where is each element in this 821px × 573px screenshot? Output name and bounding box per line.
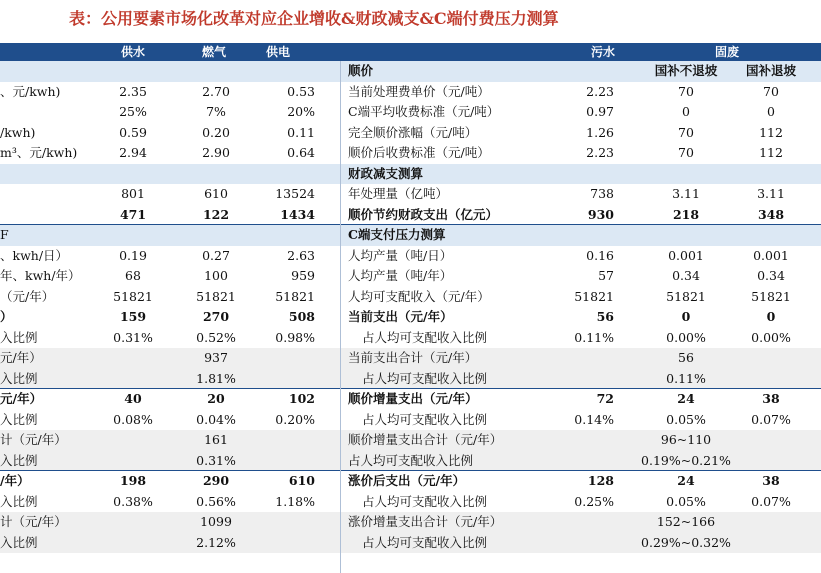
right-value-cell: 348 (757, 206, 785, 222)
right-value-cell: 0.34 (757, 268, 785, 283)
right-value-cell: 0.19%~0.21% (641, 452, 731, 468)
left-value-cell: 51821 (113, 288, 153, 304)
row-right-label: 占人均可支配收入比例 (362, 329, 488, 345)
row-right-label: 年处理量（亿吨） (348, 186, 449, 201)
right-value-cell: 72 (596, 391, 614, 406)
right-value-cell: 0.05% (666, 411, 706, 427)
row-left-label: 入比例 (0, 370, 38, 386)
left-value-cell: 0.56% (196, 493, 236, 509)
left-value-cell: 0.08% (113, 411, 153, 427)
right-value-cell: 56 (596, 309, 614, 324)
row-right-label: 顺价 (348, 63, 374, 78)
right-value-cell: 0.05% (666, 493, 706, 509)
left-value-cell: 610 (204, 186, 228, 201)
right-value-cell: 930 (587, 206, 614, 222)
page-title: 表：公用要素市场化改革对应企业增收&财政减支&C端付费压力测算 (69, 9, 559, 28)
row-right-label: 占人均可支配收入比例 (362, 411, 488, 427)
table-row (0, 410, 821, 431)
right-value-cell: 112 (759, 145, 783, 160)
left-value-cell: 0.20 (202, 124, 230, 140)
left-value-cell: 51821 (275, 288, 315, 304)
row-left-label: （元/年） (0, 288, 55, 304)
right-value-cell: 24 (677, 473, 695, 488)
row-right-label: C端平均收费标准（元/吨） (348, 104, 500, 119)
row-left-label: 、元/kwh) (0, 83, 61, 99)
row-left-label: 、kwh/日） (0, 247, 69, 263)
left-value-cell: 7% (206, 104, 226, 119)
left-value-cell: 0.53 (287, 83, 315, 99)
left-value-cell: 0.31% (196, 452, 236, 468)
right-value-cell: 70 (678, 83, 694, 99)
right-value-cell: 738 (590, 186, 614, 201)
row-left-label: 年、kwh/年） (0, 268, 81, 283)
table-row (0, 492, 821, 513)
left-value-cell: 161 (204, 432, 228, 447)
data-table (0, 61, 821, 573)
left-value-cell: 20 (207, 391, 225, 406)
row-left-label: 元/年） (0, 391, 43, 406)
left-value-cell: 0.52% (196, 329, 236, 345)
table-row (0, 123, 821, 144)
left-value-cell: 122 (202, 206, 230, 222)
left-value-cell: 40 (124, 391, 142, 406)
row-left-label: 元/年） (0, 350, 42, 365)
left-value-cell: 1.81% (196, 370, 236, 386)
header-sewage: 污水 (590, 45, 616, 59)
right-value-cell: 0.25% (574, 493, 614, 509)
row-right-label: 占人均可支配收入比例 (362, 493, 488, 509)
row-right-label: 当前处理费单价（元/吨） (348, 83, 490, 99)
row-left-label: 计（元/年） (0, 514, 67, 529)
column-divider (340, 61, 341, 573)
table-row (0, 205, 821, 226)
table-row (0, 533, 821, 554)
table-row (0, 143, 821, 164)
left-value-cell: 471 (119, 206, 147, 222)
row-right-label: 占人均可支配收入比例 (348, 452, 474, 468)
left-value-cell: 198 (119, 473, 147, 488)
right-value-cell: 0.14% (574, 411, 614, 427)
table-row (0, 389, 821, 410)
table-row (0, 61, 821, 82)
right-value-cell: 国补退坡 (745, 63, 797, 78)
row-left-label: ） (0, 309, 13, 324)
right-value-cell: 国补不退坡 (654, 63, 718, 78)
left-value-cell: 20% (287, 104, 315, 119)
row-right-label: 占人均可支配收入比例 (362, 534, 488, 550)
row-right-label: 完全顺价涨幅（元/吨） (348, 124, 478, 140)
right-value-cell: 0 (767, 104, 775, 119)
right-value-cell: 56 (678, 350, 694, 365)
left-value-cell: 68 (125, 268, 141, 283)
table-row (0, 82, 821, 103)
header-power: 供电 (265, 45, 291, 59)
right-value-cell: 51821 (751, 288, 791, 304)
table-row (0, 451, 821, 472)
row-left-label: 入比例 (0, 534, 38, 550)
row-right-label: 人均产量（吨/日） (348, 247, 453, 263)
row-left-label: /年） (0, 473, 30, 488)
row-left-label: 入比例 (0, 329, 38, 345)
left-value-cell: 0.59 (119, 124, 147, 140)
left-value-cell: 508 (288, 309, 315, 324)
right-value-cell: 0.00% (666, 329, 706, 345)
left-value-cell: 0.38% (113, 493, 153, 509)
left-value-cell: 100 (204, 268, 228, 283)
table-row (0, 266, 821, 287)
right-value-cell: 24 (677, 391, 695, 406)
left-value-cell: 937 (204, 350, 228, 365)
right-value-cell: 96~110 (660, 432, 712, 447)
left-value-cell: 2.12% (196, 534, 236, 550)
left-value-cell: 102 (288, 391, 315, 406)
table-row (0, 184, 821, 205)
row-right-label: 涨价后支出（元/年） (348, 473, 466, 488)
left-value-cell: 2.70 (202, 83, 230, 99)
left-value-cell: 0.20% (275, 411, 315, 427)
right-value-cell: 0.001 (668, 247, 704, 263)
right-value-cell: 3.11 (757, 186, 785, 201)
right-value-cell: 128 (587, 473, 614, 488)
left-value-cell: 159 (119, 309, 147, 324)
row-right-label: C端支付压力测算 (348, 227, 446, 242)
right-value-cell: 70 (678, 124, 694, 140)
right-value-cell: 112 (759, 124, 783, 140)
left-value-cell: 0.19 (119, 247, 147, 263)
row-left-label: 入比例 (0, 452, 38, 468)
table-row (0, 369, 821, 390)
row-right-label: 顺价增量支出合计（元/年） (348, 432, 503, 447)
table-row (0, 287, 821, 308)
left-value-cell: 290 (202, 473, 230, 488)
left-value-cell: 0.11 (287, 124, 315, 140)
left-value-cell: 25% (119, 104, 147, 119)
right-value-cell: 0.11% (574, 329, 614, 345)
left-value-cell: 270 (202, 309, 230, 324)
row-right-label: 财政减支测算 (348, 165, 424, 181)
right-value-cell: 2.23 (586, 83, 614, 99)
header-gas: 燃气 (201, 45, 227, 59)
table-row (0, 471, 821, 492)
right-value-cell: 152~166 (656, 514, 716, 529)
table-row (0, 225, 821, 246)
right-value-cell: 0.97 (586, 104, 614, 119)
right-value-cell: 0 (681, 309, 691, 324)
right-value-cell: 0.16 (586, 247, 614, 263)
row-left-label: m³、元/kwh) (0, 145, 78, 160)
right-value-cell: 0 (682, 104, 690, 119)
left-value-cell: 1099 (200, 514, 232, 529)
right-value-cell: 70 (763, 83, 779, 99)
row-right-label: 人均产量（吨/年） (348, 268, 453, 283)
right-value-cell: 0.00% (751, 329, 791, 345)
row-right-label: 顺价后收费标准（元/吨） (348, 145, 490, 160)
left-value-cell: 2.35 (119, 83, 147, 99)
table-row (0, 164, 821, 185)
right-value-cell: 0 (766, 309, 776, 324)
left-value-cell: 0.31% (113, 329, 153, 345)
right-value-cell: 0.34 (672, 268, 700, 283)
table-row (0, 348, 821, 369)
table-row (0, 102, 821, 123)
left-value-cell: 801 (121, 186, 145, 201)
row-right-label: 当前支出（元/年） (348, 309, 453, 324)
right-value-cell: 38 (762, 473, 780, 488)
row-left-label: 入比例 (0, 411, 38, 427)
left-value-cell: 0.27 (202, 247, 230, 263)
row-left-label: 入比例 (0, 493, 38, 509)
left-value-cell: 2.90 (202, 145, 230, 160)
right-value-cell: 0.11% (666, 370, 706, 386)
row-right-label: 顺价节约财政支出（亿元） (348, 206, 499, 222)
left-value-cell: 1434 (280, 206, 315, 222)
header-water: 供水 (120, 45, 146, 59)
header-solid-waste: 固废 (714, 45, 740, 59)
left-value-cell: 959 (291, 268, 315, 283)
left-value-cell: 0.98% (275, 329, 315, 345)
row-left-label: F (0, 227, 9, 242)
right-value-cell: 0.001 (753, 247, 789, 263)
row-right-label: 涨价增量支出合计（元/年） (348, 514, 503, 529)
left-value-cell: 2.94 (119, 145, 147, 160)
left-value-cell: 610 (288, 473, 315, 488)
right-value-cell: 0.29%~0.32% (641, 534, 731, 550)
table-header (0, 43, 821, 61)
table-row (0, 328, 821, 349)
table-row (0, 512, 821, 533)
right-value-cell: 57 (598, 268, 614, 283)
left-value-cell: 1.18% (275, 493, 315, 509)
row-right-label: 占人均可支配收入比例 (362, 370, 488, 386)
table-row (0, 430, 821, 451)
row-right-label: 当前支出合计（元/年） (348, 350, 478, 365)
table-row (0, 307, 821, 328)
right-value-cell: 1.26 (586, 124, 614, 140)
left-value-cell: 13524 (275, 186, 315, 201)
left-value-cell: 2.63 (287, 247, 315, 263)
table-row (0, 246, 821, 267)
row-left-label: 计（元/年） (0, 432, 67, 447)
left-value-cell: 51821 (196, 288, 236, 304)
left-value-cell: 0.04% (196, 411, 236, 427)
right-value-cell: 218 (672, 206, 700, 222)
right-value-cell: 0.07% (751, 493, 791, 509)
left-value-cell: 0.64 (287, 145, 315, 160)
right-value-cell: 70 (678, 145, 694, 160)
row-right-label: 人均可支配收入（元/年） (348, 288, 490, 304)
row-left-label: /kwh) (0, 124, 36, 140)
right-value-cell: 51821 (574, 288, 614, 304)
right-value-cell: 51821 (666, 288, 706, 304)
right-value-cell: 2.23 (586, 145, 614, 160)
right-value-cell: 38 (762, 391, 780, 406)
right-value-cell: 3.11 (672, 186, 700, 201)
right-value-cell: 0.07% (751, 411, 791, 427)
row-right-label: 顺价增量支出（元/年） (348, 391, 478, 406)
